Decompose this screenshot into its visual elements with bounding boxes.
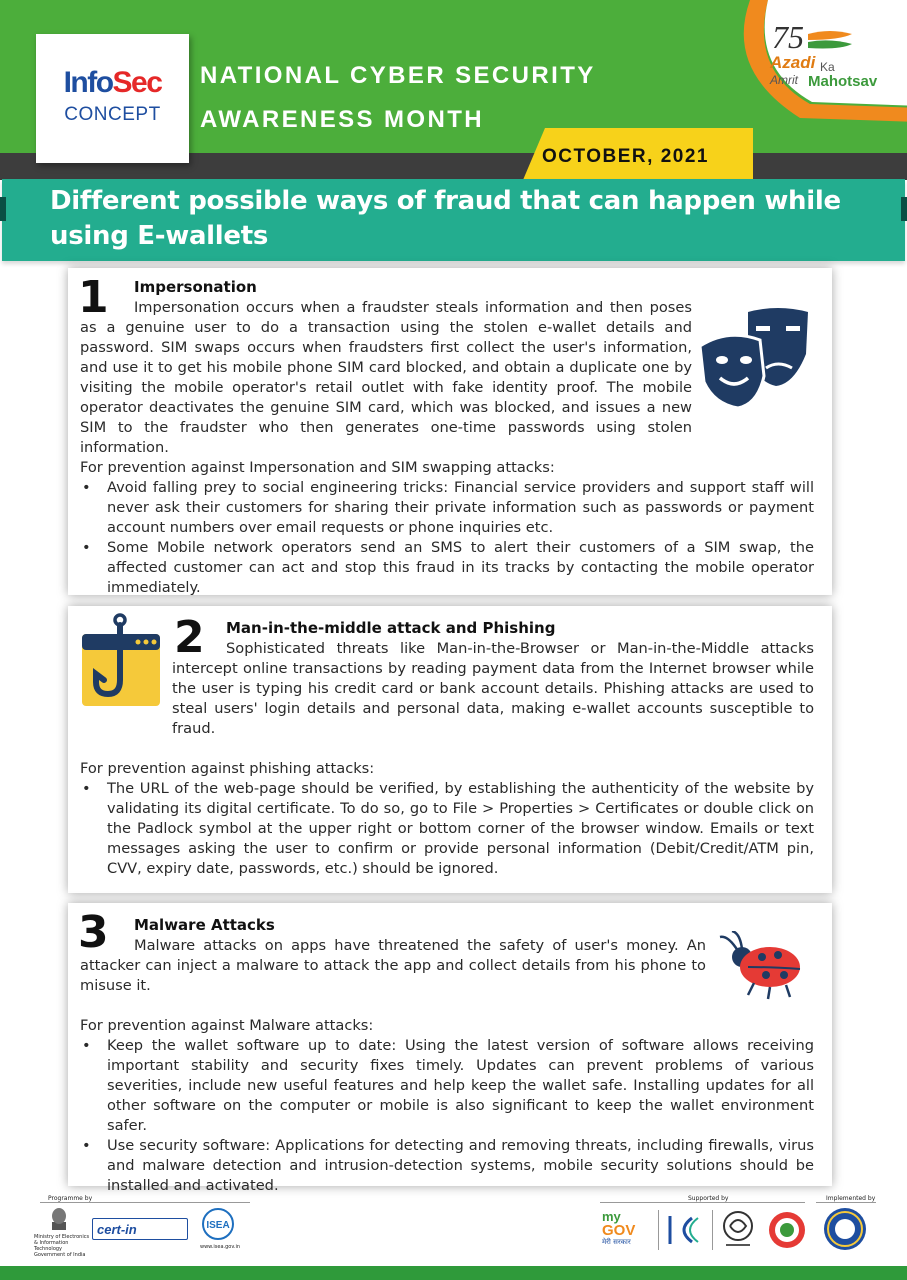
prevention-list xyxy=(80,779,814,879)
section-heading: Man-in-the-middle attack and Phishing xyxy=(226,619,556,637)
badge-amrit: Amrit xyxy=(770,73,798,87)
ministry-text: Ministry of Electronics & Information Technology Government of India xyxy=(34,1234,90,1258)
badge-ka: Ka xyxy=(820,60,835,74)
infosec-concept-logo xyxy=(36,34,189,163)
prevention-list xyxy=(80,1036,814,1196)
section-body: Impersonation occurs when a fraudster steals information and then poses as a genuine user to do a transaction using the stolen e-wallet details and password. SIM swaps occurs when fraudsters first collect the user's information, and use it to get his mobile phone SIM card blocked, and obtain a duplicate one by visiting the mobile operator's retail outlet with fake identity proof. The mobile operator deactivates the genuine SIM card, which was blocked, and issues a new SIM to the fraudster who then generates one-time passwords using stolen information. xyxy=(80,299,692,456)
logo-subtitle: CONCEPT xyxy=(64,104,161,125)
prevention-intro: For prevention against Impersonation and SIM swapping attacks: xyxy=(80,459,555,476)
title-banner xyxy=(2,179,905,261)
national-emblem-icon xyxy=(48,1206,70,1232)
section-heading: Impersonation xyxy=(134,278,257,296)
footer-bar xyxy=(0,1266,907,1280)
list-item: • The URL of the web-page should be verified, by establishing the authenticity of the website by validating its digital certificate. To do so, go to File > Properties > Certificates or double click on the Padlock symbol at the upper right or bottom corner of the browser window. Emails or text messages asking the user to confirm or provide personal information (Debit/Credit/ATM pin, CVV, expiry date, passwords, etc.) should be ignored. xyxy=(80,779,814,879)
isea-text: ISEA xyxy=(206,1220,230,1231)
section-body: Malware attacks on apps have threatened the safety of user's money. An attacker can inject a malware to attack the app and collect details from his phone to misuse it. xyxy=(80,937,706,994)
list-item: • Use security software: Applications for detecting and removing threats, including firewalls, virus and malware detection and intrusion-detection systems, mobile security solutions should be installed and activated. xyxy=(80,1136,814,1196)
list-item: • Some Mobile network operators send an SMS to alert their customers of a SIM swap, the affected customer can act and stop this fraud in its tracks by contacting the mobile operator immediately. xyxy=(80,538,814,598)
campaign-date: OCTOBER, 2021 xyxy=(542,146,709,167)
divider xyxy=(600,1202,805,1203)
list-item: • Avoid falling prey to social engineering tricks: Financial service providers and support staff will never ask their customers for sharing their private information such as passwords or payment account numbers over email requests or phone inquiries etc. xyxy=(80,478,814,538)
cdac-logo-icon xyxy=(822,1206,868,1252)
mygov-line1: my xyxy=(602,1209,621,1224)
mygov-line2: GOV xyxy=(602,1222,636,1239)
isea-logo-icon xyxy=(200,1208,236,1240)
mygov-tagline: मेरी सरकार xyxy=(602,1238,631,1246)
ncert-logo-icon xyxy=(720,1208,756,1252)
prevention-intro: For prevention against phishing attacks: xyxy=(80,760,375,777)
divider xyxy=(40,1202,250,1203)
divider xyxy=(712,1210,713,1250)
section-number: 3 xyxy=(78,907,109,958)
section-body: Sophisticated threats like Man-in-the-Browser or Man-in-the-Middle attacks intercept online transactions by reading payment data from the Internet browser while the user is typing his credit card or bank account details. Phishing attacks are used to steal users' login details and personal data, making e-wallet accounts susceptible to fraud. xyxy=(172,640,814,737)
mygov-logo xyxy=(602,1210,652,1252)
campaign-title-line1: NATIONAL CYBER SECURITY xyxy=(200,62,596,89)
section-card-impersonation xyxy=(68,268,832,595)
programme-label: Programme by xyxy=(48,1195,93,1202)
isea-url: www.isea.gov.in xyxy=(200,1244,241,1250)
cyber-safety-badge-icon xyxy=(768,1208,806,1252)
supported-label: Supported by xyxy=(688,1195,729,1202)
theatre-masks-icon xyxy=(698,306,812,410)
page-header xyxy=(0,0,907,180)
divider xyxy=(816,1202,876,1203)
section-number: 1 xyxy=(78,272,109,323)
badge-mahotsav: Mahotsav xyxy=(808,73,878,90)
list-item: • Keep the wallet software up to date: Using the latest version of software allows receiving important stability and security fixes timely. Updates can prevent problems of various severities, include new useful features and help keep the wallet safe. Installing updates for all other software on the computer or mobile is also significant to keep the wallet environment safer. xyxy=(80,1036,814,1136)
campaign-title-line2: AWARENESS MONTH xyxy=(200,106,485,133)
logo-brand-part2: Sec xyxy=(112,66,162,99)
logo-brand-part1: Info xyxy=(63,66,113,99)
section-number: 2 xyxy=(174,612,205,663)
section-card-phishing xyxy=(68,606,832,893)
cert-in-logo xyxy=(92,1218,188,1240)
section-card-malware xyxy=(68,903,832,1194)
phishing-hook-icon xyxy=(80,612,162,708)
badge-azadi: Azadi xyxy=(770,53,816,72)
prevention-intro: For prevention against Malware attacks: xyxy=(80,1017,374,1034)
divider xyxy=(658,1210,659,1250)
partner-logo-icon xyxy=(664,1212,704,1248)
cert-in-text: cert-in xyxy=(97,1222,137,1237)
azadi-ka-amrit-mahotsav-logo xyxy=(730,0,907,130)
prevention-list xyxy=(80,478,814,598)
badge-number: 75 xyxy=(772,19,804,55)
implemented-label: Implemented by xyxy=(826,1195,876,1202)
section-heading: Malware Attacks xyxy=(134,916,275,934)
ladybug-icon xyxy=(718,931,804,1001)
page-title: Different possible ways of fraud that can happen while using E-wallets xyxy=(50,186,841,251)
